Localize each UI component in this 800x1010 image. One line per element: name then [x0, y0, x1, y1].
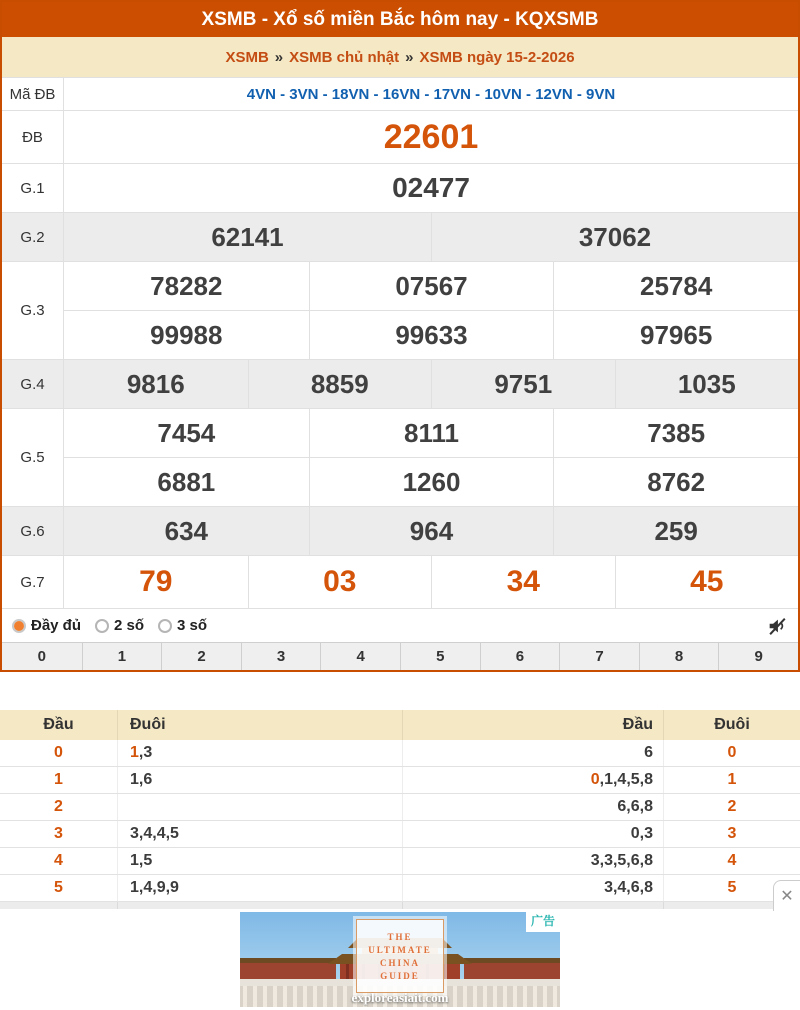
dau-values	[402, 848, 663, 874]
prize-label: G.3	[2, 262, 64, 359]
radio-unselected-icon	[158, 619, 172, 633]
digit-filter-9[interactable]: 9	[718, 643, 798, 670]
duoi-digit: 0	[663, 740, 800, 766]
radio-label: 3 số	[177, 617, 208, 634]
duoi-values	[117, 740, 402, 766]
digit-filter-4[interactable]: 4	[320, 643, 400, 670]
digit-filter-row	[2, 642, 798, 670]
prize-label: G.5	[2, 409, 64, 506]
column-header-dau: Đầu	[402, 710, 663, 740]
dau-digit: 5	[54, 879, 63, 896]
digit-filter-1[interactable]: 1	[82, 643, 162, 670]
row-db	[2, 110, 798, 163]
prize-number: 634	[164, 515, 209, 546]
page-title: XSMB - Xổ số miền Bắc hôm nay - KQXSMB	[2, 2, 798, 37]
head-tail-header	[0, 710, 800, 740]
prize-number: 7454	[64, 409, 309, 458]
digit-filter-5[interactable]: 5	[400, 643, 480, 670]
prize-number: 03	[248, 556, 432, 608]
dau-values	[402, 740, 663, 766]
prize-label: G.2	[2, 213, 64, 261]
duoi-digit: 4	[663, 848, 800, 874]
prize-number: 62141	[211, 221, 284, 252]
table-row	[0, 875, 800, 902]
prize-label: G.7	[2, 556, 64, 608]
prize-number: 1035	[615, 360, 799, 408]
breadcrumb-separator: »	[274, 48, 284, 66]
prize-label: ĐB	[2, 111, 64, 163]
prize-number: 964	[309, 507, 554, 555]
column-header-dau: Đầu	[43, 716, 74, 733]
prize-label: Mã ĐB	[2, 78, 64, 110]
prize-label: G.1	[2, 164, 64, 212]
dau-digit: 4	[54, 852, 63, 869]
dau-values	[402, 767, 663, 793]
highlighted-digit: 1	[130, 744, 139, 761]
digit-list: 3,4,6,8	[604, 879, 653, 896]
ad-title-line: ULTIMATE	[368, 944, 432, 955]
ad-close-button[interactable]: ✕	[773, 880, 800, 911]
dau-values	[402, 821, 663, 847]
digit-list: ,3	[138, 744, 153, 761]
prize-number: 02477	[392, 172, 470, 203]
row-g7	[2, 555, 798, 608]
row-g3	[2, 261, 798, 359]
prize-number: 8111	[309, 409, 554, 458]
column-header-duoi: Đuôi	[663, 710, 800, 740]
radio-selected-icon	[12, 619, 26, 633]
prize-number: 37062	[431, 213, 798, 261]
row-g4	[2, 359, 798, 408]
prize-number: 9816	[126, 368, 185, 399]
duoi-values	[117, 794, 402, 820]
dau-digit: 1	[54, 771, 63, 788]
digit-list: 3,4,4,5	[130, 825, 179, 842]
prize-number: 259	[553, 507, 798, 555]
ad-title-line: GUIDE	[380, 970, 420, 981]
table-row	[0, 821, 800, 848]
head-tail-table	[0, 710, 800, 909]
special-prize-number: 22601	[383, 117, 479, 156]
mute-speaker-icon[interactable]	[766, 615, 788, 637]
row-g1	[2, 163, 798, 212]
table-row	[0, 740, 800, 767]
prize-number: 99633	[309, 311, 554, 359]
prize-number: 8859	[248, 360, 432, 408]
breadcrumb-link-xsmb-date[interactable]: XSMB ngày 15-2-2026	[419, 48, 575, 66]
ad-info-chip[interactable]: 广告	[526, 912, 560, 932]
ad-url-text: exploreasiait.com	[351, 990, 449, 1005]
ad-title-line: THE	[387, 931, 413, 942]
prize-number: 45	[615, 556, 799, 608]
prize-number: 79	[139, 565, 173, 598]
prize-label: G.4	[2, 360, 64, 408]
duoi-values	[117, 848, 402, 874]
table-row	[0, 767, 800, 794]
duoi-values	[117, 821, 402, 847]
table-row-partial	[0, 902, 800, 909]
dau-values	[402, 794, 663, 820]
prize-label: G.6	[2, 507, 64, 555]
view-mode-controls	[2, 608, 798, 642]
dau-digit: 0	[54, 744, 63, 761]
radio-option-3-digits[interactable]	[158, 617, 207, 634]
duoi-digit: 3	[663, 821, 800, 847]
digit-filter-2[interactable]: 2	[161, 643, 241, 670]
duoi-digit: 5	[663, 875, 800, 901]
digit-list: 1,5	[130, 852, 153, 869]
prize-number: 25784	[553, 262, 798, 311]
radio-unselected-icon	[95, 619, 109, 633]
row-g5	[2, 408, 798, 506]
digit-list: 6,6,8	[617, 798, 653, 815]
digit-list: 6	[644, 744, 653, 761]
dau-values	[402, 875, 663, 901]
row-g2	[2, 212, 798, 261]
breadcrumb	[2, 37, 798, 77]
prize-number: 34	[431, 556, 615, 608]
table-row	[0, 848, 800, 875]
column-header-duoi: Đuôi	[117, 710, 402, 740]
table-row	[0, 794, 800, 821]
row-ma-db	[2, 77, 798, 110]
duoi-digit: 2	[663, 794, 800, 820]
digit-filter-7[interactable]: 7	[559, 643, 639, 670]
duoi-digit: 1	[663, 767, 800, 793]
duoi-values	[117, 767, 402, 793]
prize-number: 78282	[64, 262, 309, 311]
prize-number: 9751	[431, 360, 615, 408]
special-code-links[interactable]: 4VN - 3VN - 18VN - 16VN - 17VN - 10VN - 12VN - 9VN	[246, 85, 616, 103]
prize-number: 8762	[553, 458, 798, 506]
breadcrumb-link-xsmb-sunday[interactable]: XSMB chủ nhật	[289, 48, 400, 66]
ad-banner[interactable]	[240, 912, 560, 1007]
digit-filter-3[interactable]: 3	[241, 643, 321, 670]
digit-list: ,1,4,5,8	[599, 771, 653, 788]
prize-number: 99988	[150, 319, 223, 350]
digit-filter-6[interactable]: 6	[480, 643, 560, 670]
ad-title-line: CHINA	[379, 957, 420, 968]
digit-list: 3,3,5,6,8	[590, 852, 653, 869]
breadcrumb-link-xsmb[interactable]: XSMB	[225, 48, 269, 66]
digit-filter-8[interactable]: 8	[639, 643, 719, 670]
radio-option-2-digits[interactable]	[95, 617, 144, 634]
prize-number: 07567	[309, 262, 554, 311]
radio-label: Đầy đủ	[31, 617, 82, 634]
prize-number: 6881	[157, 466, 216, 497]
dau-digit: 2	[54, 798, 63, 815]
digit-filter-0[interactable]: 0	[37, 648, 46, 665]
prize-number: 7385	[553, 409, 798, 458]
prize-number: 97965	[553, 311, 798, 359]
prize-number: 1260	[309, 458, 554, 506]
breadcrumb-separator: »	[405, 48, 414, 66]
digit-list: 1,6	[130, 771, 153, 788]
dau-digit: 3	[54, 825, 63, 842]
duoi-values	[117, 875, 402, 901]
row-g6	[2, 506, 798, 555]
radio-label: 2 số	[114, 617, 145, 634]
digit-list: 0,3	[630, 825, 653, 842]
digit-list: 1,4,9,9	[130, 879, 179, 896]
radio-option-full[interactable]	[12, 617, 81, 634]
highlighted-digit: 0	[590, 771, 600, 788]
ad-title-box	[356, 919, 444, 993]
